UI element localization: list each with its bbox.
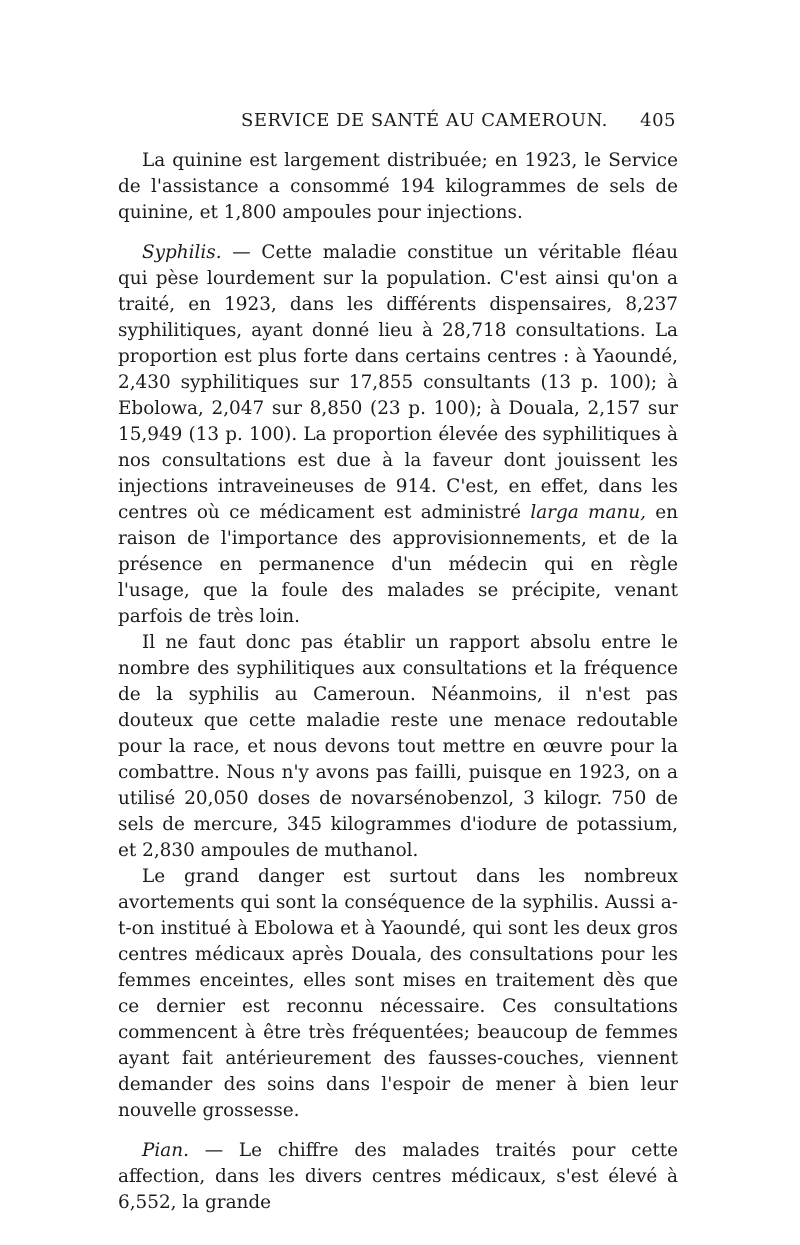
paragraph-syphilis xyxy=(118,240,678,630)
running-header xyxy=(118,110,678,138)
pian-text: — Le chiffre des malades traités pour cette affection, dans les divers centres médicaux, s'est élevé à 6,552, la grande xyxy=(118,1140,678,1213)
section-heading-syphilis: Syphilis. xyxy=(142,242,222,263)
paragraph-avortements: Le grand danger est surtout dans les nombreux avortements qui sont la conséquence de la syphilis. Aussi a-t-on institué à Ebolowa et à Yaoundé, qui sont les deux gros centres médicaux après Douala, des consultations pour les femmes enceintes, elles sont mises en traitement dès que ce dernier est reconnu nécessaire. Ces consultations commencent à être très fréquentées; beaucoup de femmes ayant fait antérieurement des fausses-couches, viennent demander des soins dans l'espoir de mener à bien leur nouvelle grossesse. xyxy=(118,866,678,1121)
latin-phrase: larga manu, xyxy=(530,502,646,523)
paragraph-rapport: Il ne faut donc pas établir un rapport absolu entre le nombre des syphilitiques aux consultations et la fréquence de la syphilis au Cameroun. Néanmoins, il n'est pas douteux que cette maladie reste une menace redoutable pour la race, et nous devons tout mettre en œuvre pour la combattre. Nous n'y avons pas failli, puisque en 1923, on a utilisé 20,050 doses de novarsénobenzol, 3 kilogr. 750 de sels de mercure, 345 kilogrammes d'iodure de potassium, et 2,830 ampoules de muthanol. xyxy=(118,632,678,861)
page-number: 405 xyxy=(640,110,676,131)
syphilis-text-part1: — Cette maladie constitue un véritable fléau qui pèse lourdement sur la population. C'est ainsi qu'on a traité, en 1923, dans les différents dispensaires, 8,237 syphilitiques, ayant donné lieu à 28,718 consultations. La proportion est plus forte dans certains centres : à Yaoundé, 2,430 syphilitiques sur 17,855 consultants (13 p. 100); à Ebolowa, 2,047 sur 8,850 (23 p. 100); à Douala, 2,157 sur 15,949 (13 p. 100). La proportion élevée des syphilitiques à nos consultations est due à la faveur dont jouissent les injections intraveineuses de 914. C'est, en effet, dans les centres où ce médicament est administré xyxy=(118,242,678,523)
syphilis-text-part2: en raison de l'importance des approvisionnements, et de la présence en permanence d'un médecin qui en règle l'usage, que la foule des malades se précipite, venant parfois de très loin. xyxy=(118,502,678,627)
running-title: SERVICE DE SANTÉ AU CAMEROUN. xyxy=(241,110,608,131)
paragraph-quinine: La quinine est largement distribuée; en 1923, le Service de l'assistance a consommé 194 kilogrammes de sels de quinine, et 1,800 ampoules pour injections. xyxy=(118,150,678,223)
body-text xyxy=(118,148,678,1216)
section-heading-pian: Pian. xyxy=(142,1140,189,1161)
paragraph-pian xyxy=(118,1138,678,1216)
